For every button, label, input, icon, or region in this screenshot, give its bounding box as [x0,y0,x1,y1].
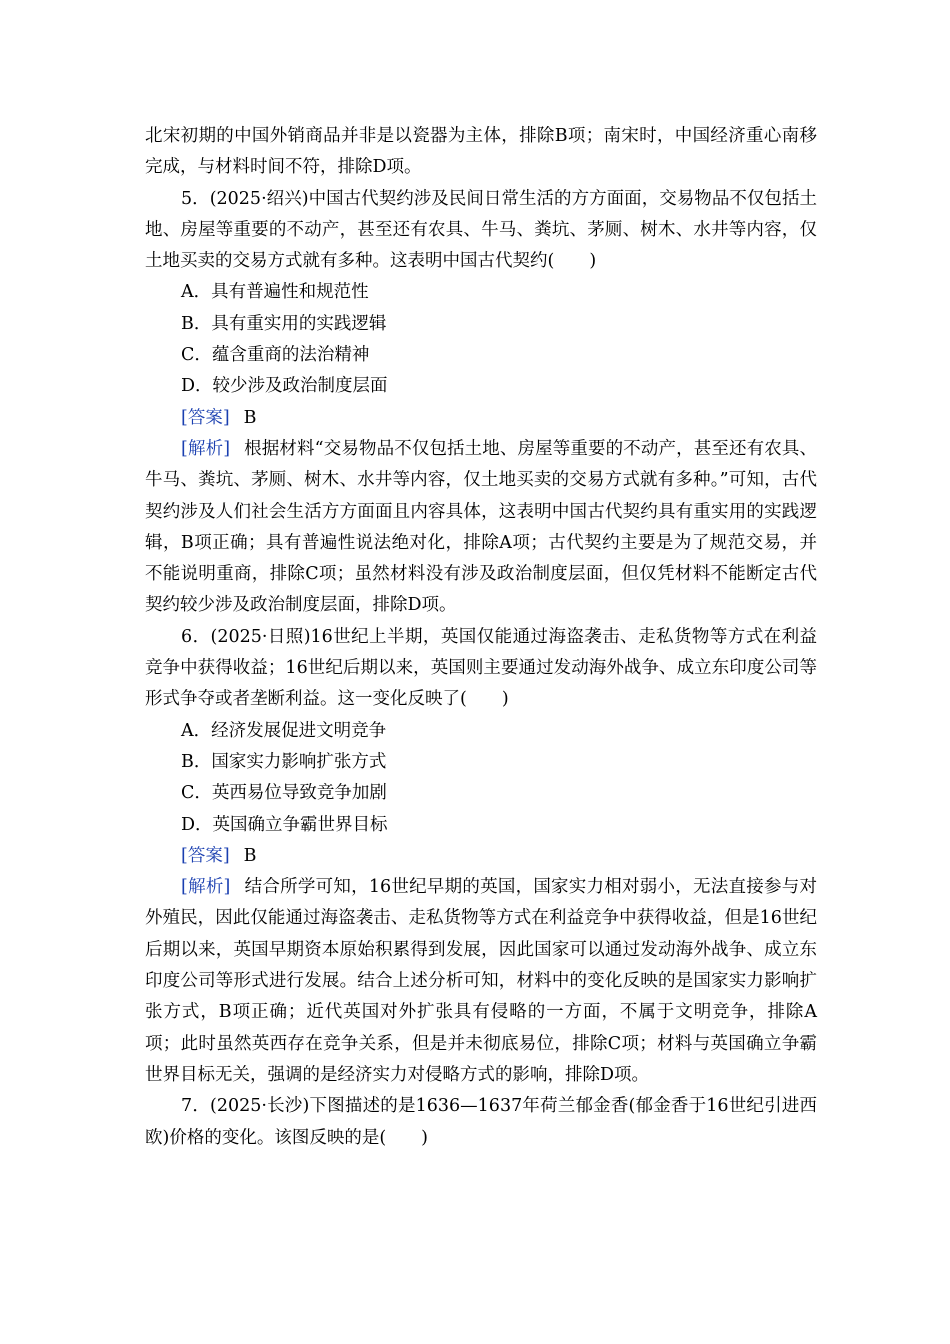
question-7-stem: 7．(2025·长沙)下图描述的是1636—1637年荷兰郁金香(郁金香于16世纪引进西欧)价格的变化。该图反映的是( ) [145,1096,817,1148]
answer-tag: [答案] [181,407,230,428]
question-5-option-b: B．具有重实用的实践逻辑 [181,313,387,334]
paragraph-continuation: 北宋初期的中国外销商品并非是以瓷器为主体，排除B项；南宋时，中国经济重心南移完成，与材料时间不符，排除D项。 [145,126,817,178]
question-5-option-d: D．较少涉及政治制度层面 [181,376,388,397]
question-5-option-c: C．蕴含重商的法治精神 [181,345,370,366]
explanation-tag: [解析] [181,438,231,459]
question-5-stem: 5．(2025·绍兴)中国古代契约涉及民间日常生活的方方面面，交易物品不仅包括土地、房屋等重要的不动产，甚至还有农具、牛马、粪坑、茅厕、树木、水井等内容，仅土地买卖的交易方式就有多种。这表明中国古代契约( ) [145,188,817,272]
answer-value: B [243,845,257,866]
question-6-explanation [145,872,817,1091]
answer-value: B [243,407,257,428]
answer-tag: [答案] [181,845,230,866]
explanation-text: 根据材料“交易物品不仅包括土地、房屋等重要的不动产，甚至还有农具、牛马、粪坑、茅厕、树木、水井等内容，仅土地买卖的交易方式就有多种。”可知，古代契约涉及人们社会生活方方面面且内容具体，这表明中国古代契约具有重实用的实践逻辑，B项正确；具有普遍性说法绝对化，排除A项；古代契约主要是为了规范交易，并不能说明重商，排除C项；虽然材料没有涉及政治制度层面，但仅凭材料不能断定古代契约较少涉及政治制度层面，排除D项。 [145,438,818,616]
question-5-answer [145,403,817,434]
question-6-stem: 6．(2025·日照)16世纪上半期，英国仅能通过海盗袭击、走私货物等方式在利益竞争中获得收益；16世纪后期以来，英国则主要通过发动海外战争、成立东印度公司等形式争夺或者垄断利益。这一变化反映了( ) [145,626,817,710]
question-5-explanation [145,434,817,622]
document-page [145,121,817,1154]
explanation-text: 结合所学可知，16世纪早期的英国，国家实力相对弱小，无法直接参与对外殖民，因此仅能通过海盗袭击、走私货物等方式在利益竞争中获得收益，但是16世纪后期以来，英国早期资本原始积累得到发展，因此国家可以通过发动海外战争、成立东印度公司等形式进行发展。结合上述分析可知，材料中的变化反映的是国家实力影响扩张方式，B项正确；近代英国对外扩张具有侵略的一方面，不属于文明竞争，排除A项；此时虽然英西存在竞争关系，但是并未彻底易位，排除C项；材料与英国确立争霸世界目标无关，强调的是经济实力对侵略方式的影响，排除D项。 [145,877,817,1085]
question-6-option-d: D．英国确立争霸世界目标 [181,814,388,835]
explanation-tag: [解析] [181,877,231,898]
question-6-option-c: C．英西易位导致竞争加剧 [181,783,387,804]
question-6-answer [145,841,817,872]
question-6-option-b: B．国家实力影响扩张方式 [181,751,387,772]
question-6-option-a: A．经济发展促进文明竞争 [181,720,387,741]
question-5-option-a: A．具有普遍性和规范性 [181,282,369,303]
